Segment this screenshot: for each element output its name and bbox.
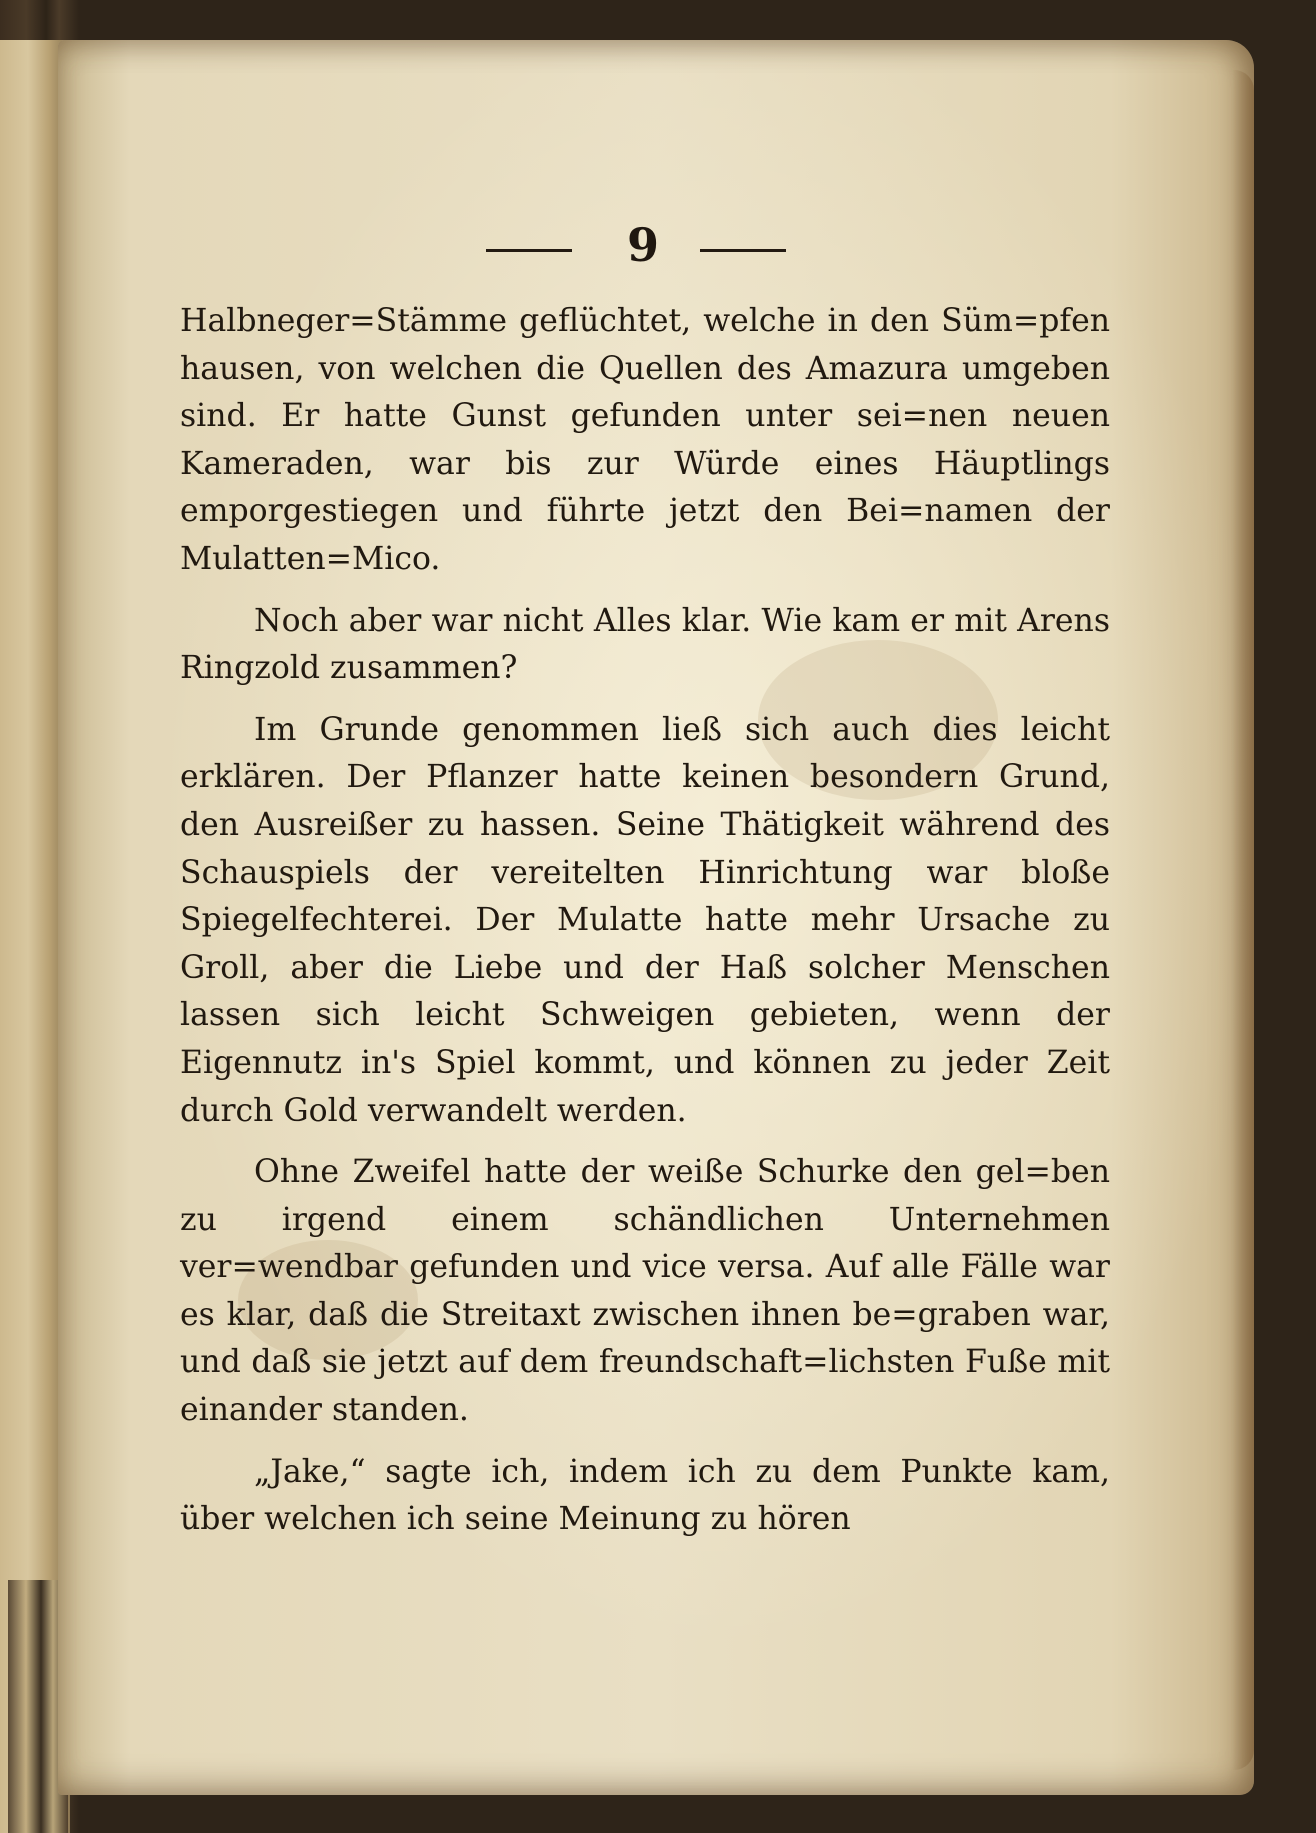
paragraph: Noch aber war nicht Alles klar. Wie kam er mit Arens Ringzold zusammen? — [180, 602, 1110, 687]
paragraph: „Jake,“ sagte ich, indem ich zu dem Punkte kam, über welchen ich seine Meinung zu hören — [180, 1453, 1110, 1538]
page-header — [58, 215, 1254, 275]
header-rule-right — [700, 249, 786, 252]
page-edge-shadow — [1232, 70, 1254, 1770]
book-page — [58, 40, 1254, 1795]
paragraph: Ohne Zweifel hatte der weiße Schurke den gel=ben zu irgend einem schändlichen Unternehmen ver=wendbar gefunden und vice versa. Auf alle Fälle war es klar, daß die Streitaxt zwischen ihnen be=graben war, und daß sie jetzt auf dem freundschaft=lichsten Fuße mit einander standen. — [180, 1154, 1110, 1429]
body-text — [180, 298, 1110, 1558]
header-rule-left — [486, 249, 572, 252]
paragraph: Im Grunde genommen ließ sich auch dies leicht erklären. Der Pflanzer hatte keinen besondern Grund, den Ausreißer zu hassen. Seine Thätigkeit während des Schauspiels der vereitelten Hinrichtung war bloße Spiegelfechterei. Der Mulatte hatte mehr Ursache zu Groll, aber die Liebe und der Haß solcher Menschen lassen sich leicht Schweigen gebieten, wenn der Eigennutz in's Spiel kommt, und können zu jeder Zeit durch Gold verwandelt werden. — [180, 711, 1110, 1129]
paragraph: Halbneger=Stämme geflüchtet, welche in den Süm=pfen hausen, von welchen die Quellen des Amazura umgeben sind. Er hatte Gunst gefunden unter sei=nen neuen Kameraden, war bis zur Würde eines Häuptlings emporgestiegen und führte jetzt den Bei=namen der Mulatten=Mico. — [180, 303, 1110, 577]
page-number: 9 — [626, 218, 659, 272]
